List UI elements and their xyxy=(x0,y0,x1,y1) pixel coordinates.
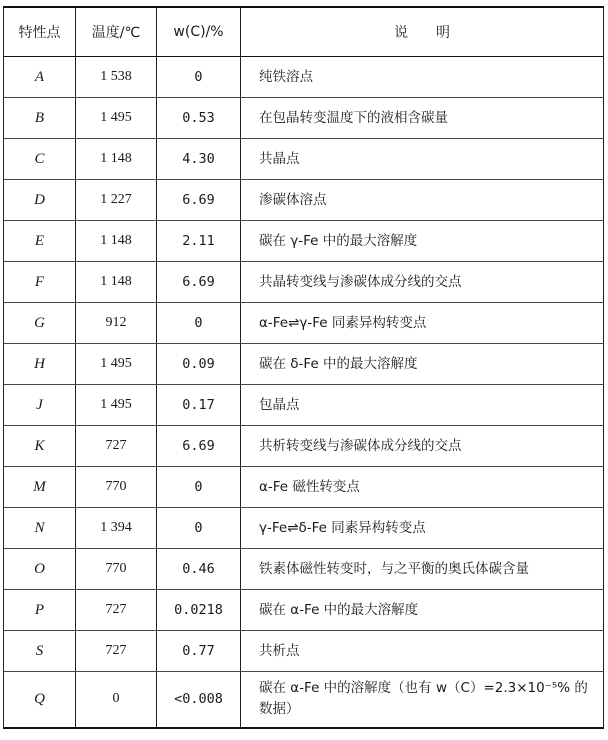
table-row xyxy=(4,262,604,303)
cell-description: α-Fe⇌γ-Fe 同素异构转变点 xyxy=(241,303,604,344)
cell-description: 碳在 γ-Fe 中的最大溶解度 xyxy=(241,221,604,262)
cell-carbon: 0.53 xyxy=(157,98,241,139)
cell-temperature: 0 xyxy=(76,672,157,728)
cell-temperature: 1 495 xyxy=(76,344,157,385)
cell-carbon: 0.0218 xyxy=(157,590,241,631)
cell-carbon: 0 xyxy=(157,303,241,344)
cell-temperature: 1 538 xyxy=(76,57,157,98)
cell-description: 共晶点 xyxy=(241,139,604,180)
header-row xyxy=(4,7,604,57)
table-row xyxy=(4,303,604,344)
cell-description: 共晶转变线与渗碳体成分线的交点 xyxy=(241,262,604,303)
table-row xyxy=(4,467,604,508)
table-row xyxy=(4,139,604,180)
cell-point: N xyxy=(4,508,76,549)
cell-temperature: 912 xyxy=(76,303,157,344)
table-row xyxy=(4,631,604,672)
header-carbon: w(C)/% xyxy=(157,7,241,57)
cell-description: 碳在 δ-Fe 中的最大溶解度 xyxy=(241,344,604,385)
table-row xyxy=(4,426,604,467)
table-row xyxy=(4,221,604,262)
cell-carbon: 6.69 xyxy=(157,426,241,467)
cell-point: J xyxy=(4,385,76,426)
cell-carbon: 0.46 xyxy=(157,549,241,590)
cell-temperature: 770 xyxy=(76,467,157,508)
cell-carbon: 0.17 xyxy=(157,385,241,426)
cell-carbon: 4.30 xyxy=(157,139,241,180)
iron-carbon-characteristic-points-table xyxy=(3,6,604,729)
cell-carbon: 0 xyxy=(157,57,241,98)
cell-point: C xyxy=(4,139,76,180)
cell-carbon: 0.09 xyxy=(157,344,241,385)
cell-carbon: 0 xyxy=(157,508,241,549)
table-row xyxy=(4,180,604,221)
cell-point: B xyxy=(4,98,76,139)
cell-description: 包晶点 xyxy=(241,385,604,426)
cell-temperature: 770 xyxy=(76,549,157,590)
cell-point: D xyxy=(4,180,76,221)
cell-temperature: 1 148 xyxy=(76,221,157,262)
header-point: 特性点 xyxy=(4,7,76,57)
cell-carbon: 0 xyxy=(157,467,241,508)
table-row xyxy=(4,98,604,139)
table-row xyxy=(4,672,604,728)
cell-point: F xyxy=(4,262,76,303)
cell-point: H xyxy=(4,344,76,385)
cell-description: 碳在 α-Fe 中的最大溶解度 xyxy=(241,590,604,631)
cell-temperature: 727 xyxy=(76,426,157,467)
cell-temperature: 727 xyxy=(76,631,157,672)
cell-description: 铁素体磁性转变时，与之平衡的奥氏体碳含量 xyxy=(241,549,604,590)
cell-point: E xyxy=(4,221,76,262)
cell-point: S xyxy=(4,631,76,672)
cell-point: A xyxy=(4,57,76,98)
table-header xyxy=(4,7,604,57)
cell-description: 碳在 α-Fe 中的溶解度（也有 w（C）=2.3×10⁻⁵% 的数据） xyxy=(241,672,604,728)
table-row xyxy=(4,508,604,549)
cell-temperature: 727 xyxy=(76,590,157,631)
data-table-container xyxy=(3,6,603,729)
cell-point: P xyxy=(4,590,76,631)
cell-point: K xyxy=(4,426,76,467)
table-row xyxy=(4,344,604,385)
cell-temperature: 1 148 xyxy=(76,262,157,303)
cell-temperature: 1 227 xyxy=(76,180,157,221)
table-row xyxy=(4,549,604,590)
cell-description: 纯铁溶点 xyxy=(241,57,604,98)
table-row xyxy=(4,57,604,98)
cell-description: 渗碳体溶点 xyxy=(241,180,604,221)
cell-temperature: 1 394 xyxy=(76,508,157,549)
header-description: 说明 xyxy=(241,7,604,57)
cell-point: G xyxy=(4,303,76,344)
cell-point: O xyxy=(4,549,76,590)
table-row xyxy=(4,590,604,631)
cell-carbon: <0.008 xyxy=(157,672,241,728)
cell-description: 共析点 xyxy=(241,631,604,672)
cell-carbon: 0.77 xyxy=(157,631,241,672)
cell-carbon: 6.69 xyxy=(157,262,241,303)
cell-point: M xyxy=(4,467,76,508)
cell-carbon: 2.11 xyxy=(157,221,241,262)
cell-temperature: 1 495 xyxy=(76,98,157,139)
cell-temperature: 1 148 xyxy=(76,139,157,180)
cell-description: 共析转变线与渗碳体成分线的交点 xyxy=(241,426,604,467)
cell-description: 在包晶转变温度下的液相含碳量 xyxy=(241,98,604,139)
table-body xyxy=(4,57,604,728)
table-row xyxy=(4,385,604,426)
header-temperature: 温度/℃ xyxy=(76,7,157,57)
cell-temperature: 1 495 xyxy=(76,385,157,426)
cell-description: γ-Fe⇌δ-Fe 同素异构转变点 xyxy=(241,508,604,549)
cell-description: α-Fe 磁性转变点 xyxy=(241,467,604,508)
cell-point: Q xyxy=(4,672,76,728)
cell-carbon: 6.69 xyxy=(157,180,241,221)
